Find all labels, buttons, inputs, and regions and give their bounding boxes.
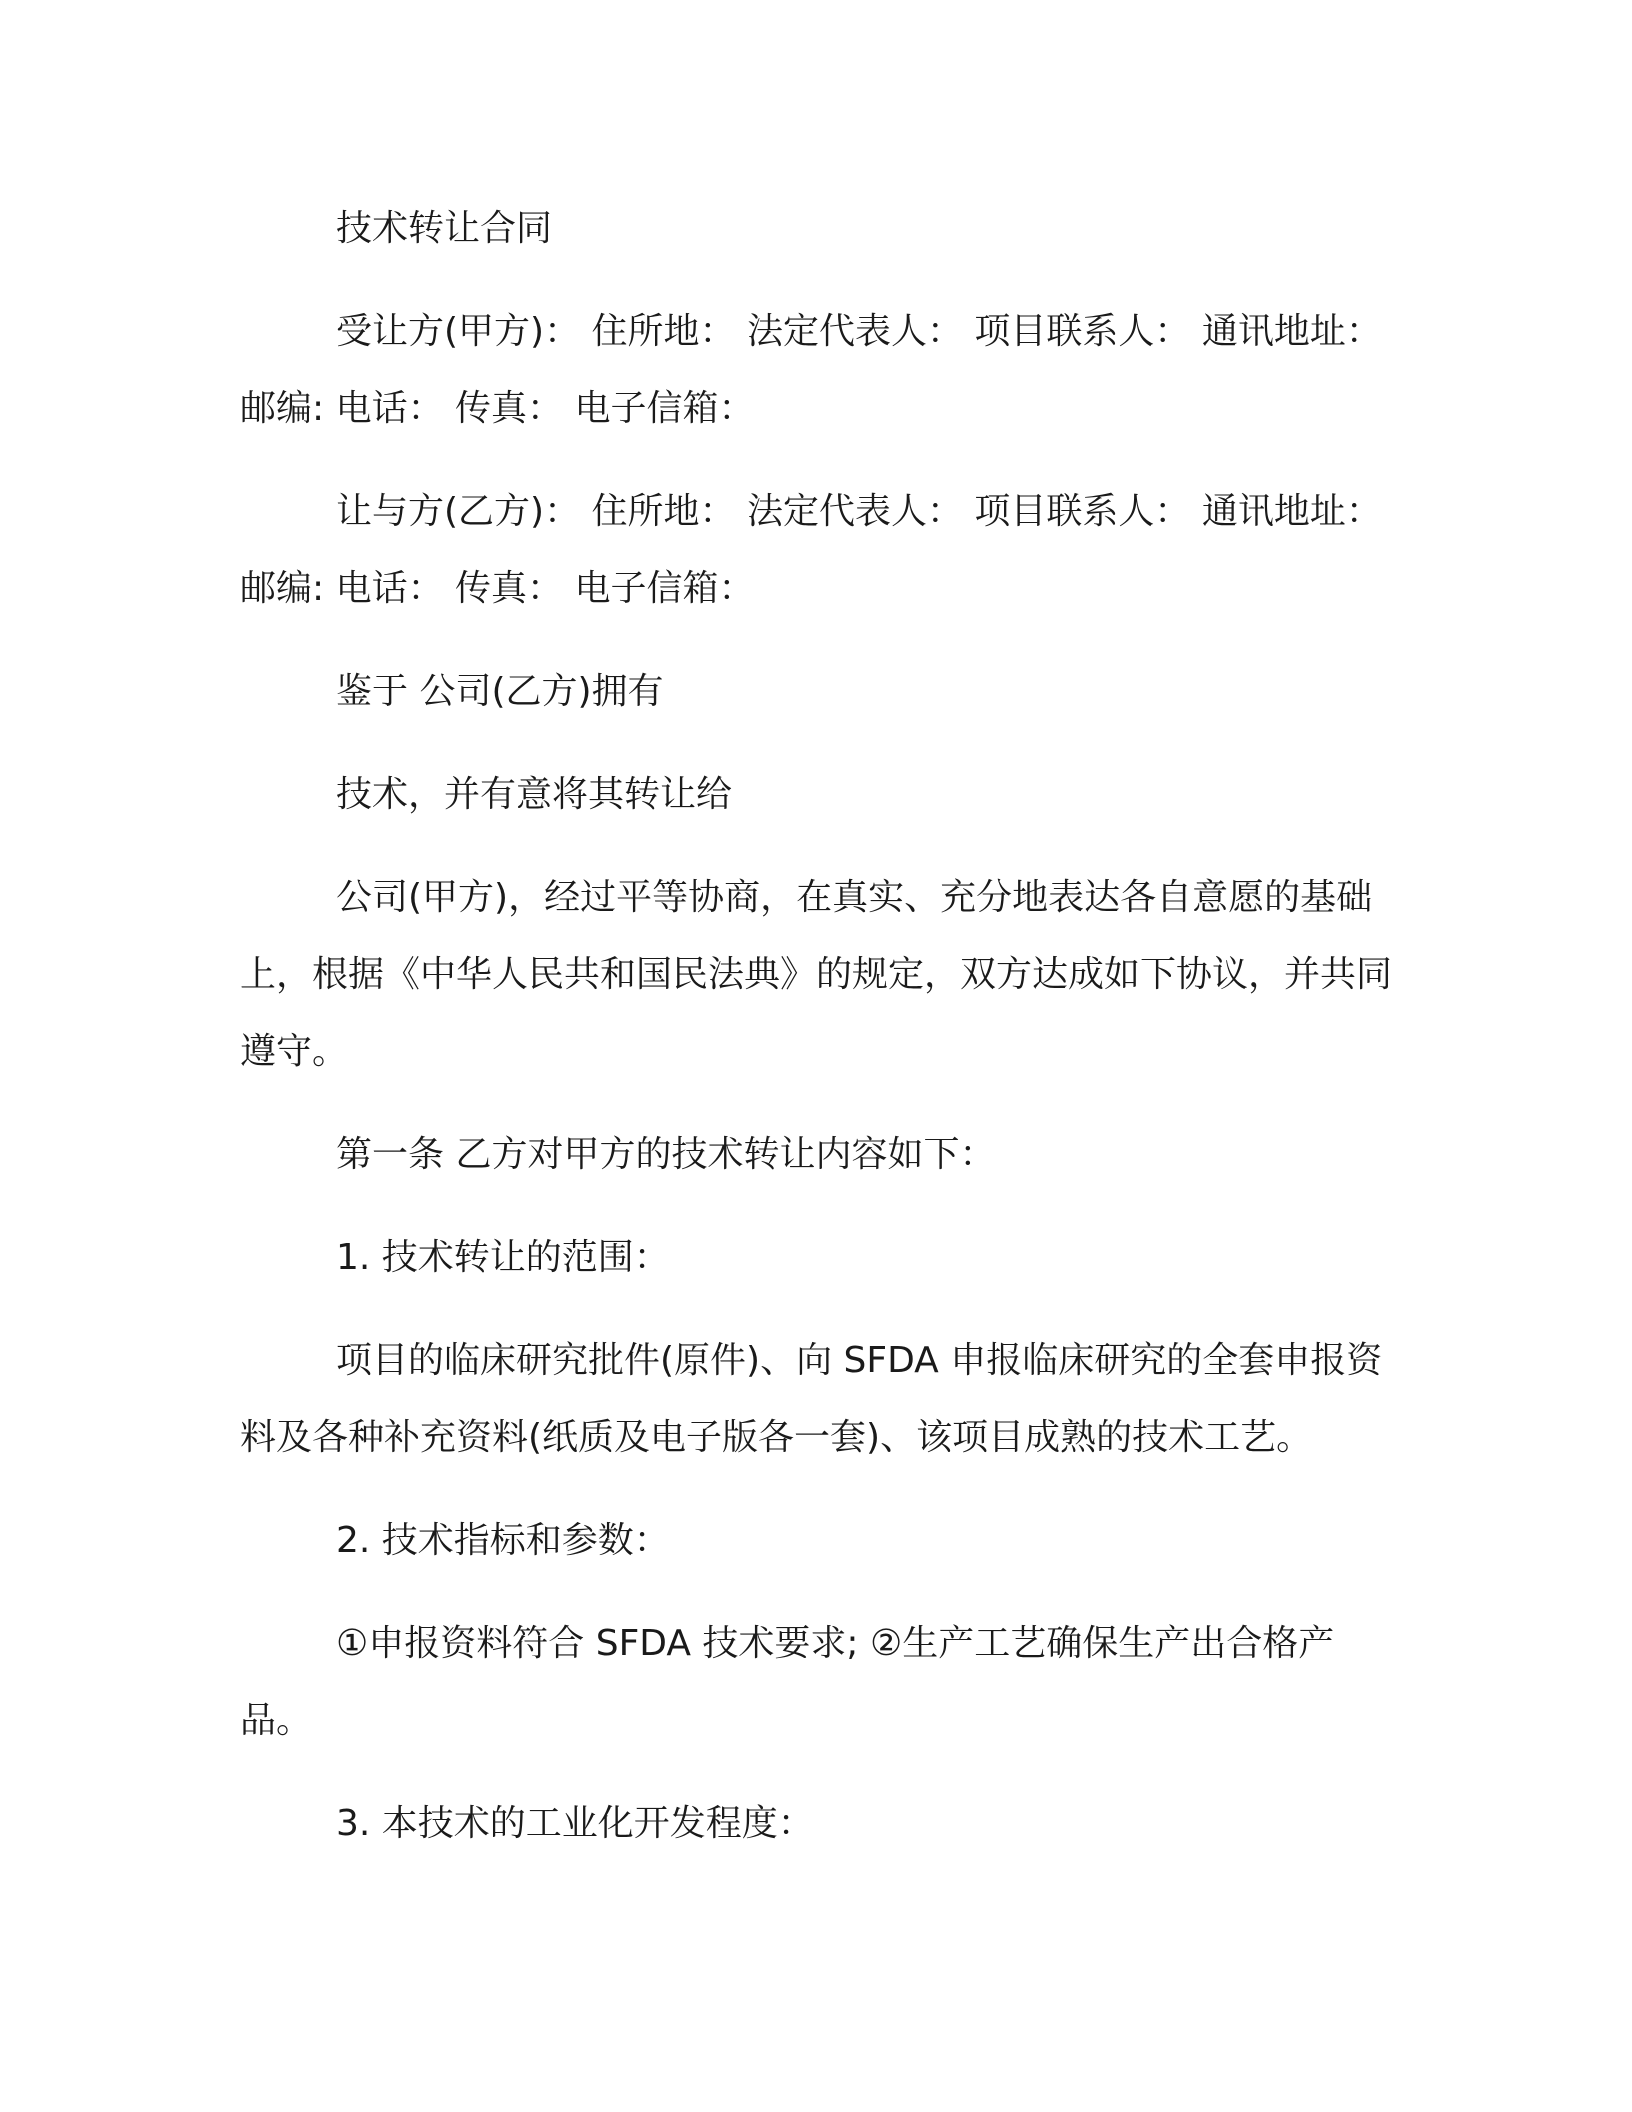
item-2-body: ①申报资料符合 SFDA 技术要求; ②生产工艺确保生产出合格产品。 [240,1623,1335,1741]
recital-line-1: 鉴于 公司(乙方)拥有 [336,671,664,712]
recital-line-2: 技术，并有意将其转让给 [336,774,733,815]
item-2-heading: 2. 技术指标和参数： [336,1520,670,1561]
party-a-info: 受让方(甲方)： 住所地： 法定代表人： 项目联系人： 通讯地址： 邮编: 电话： 传真： 电子信箱： [240,311,1382,429]
article-1-heading: 第一条 乙方对甲方的技术转让内容如下： [336,1134,996,1175]
contract-title: 技术转让合同 [336,208,553,249]
item-3-heading: 3. 本技术的工业化开发程度： [336,1803,814,1844]
party-b-info: 让与方(乙方)： 住所地： 法定代表人： 项目联系人： 通讯地址： 邮编: 电话： 传真： 电子信箱： [240,491,1382,609]
contract-body [240,190,1400,1862]
item-1-body: 项目的临床研究批件(原件)、向 SFDA 申报临床研究的全套申报资料及各种补充资料(纸质及电子版各一套)、该项目成熟的技术工艺。 [240,1340,1383,1458]
item-1-heading: 1. 技术转让的范围： [336,1237,670,1278]
recital-line-3: 公司(甲方)，经过平等协商，在真实、充分地表达各自意愿的基础上，根据《中华人民共和国民法典》的规定，双方达成如下协议，并共同遵守。 [240,877,1393,1072]
